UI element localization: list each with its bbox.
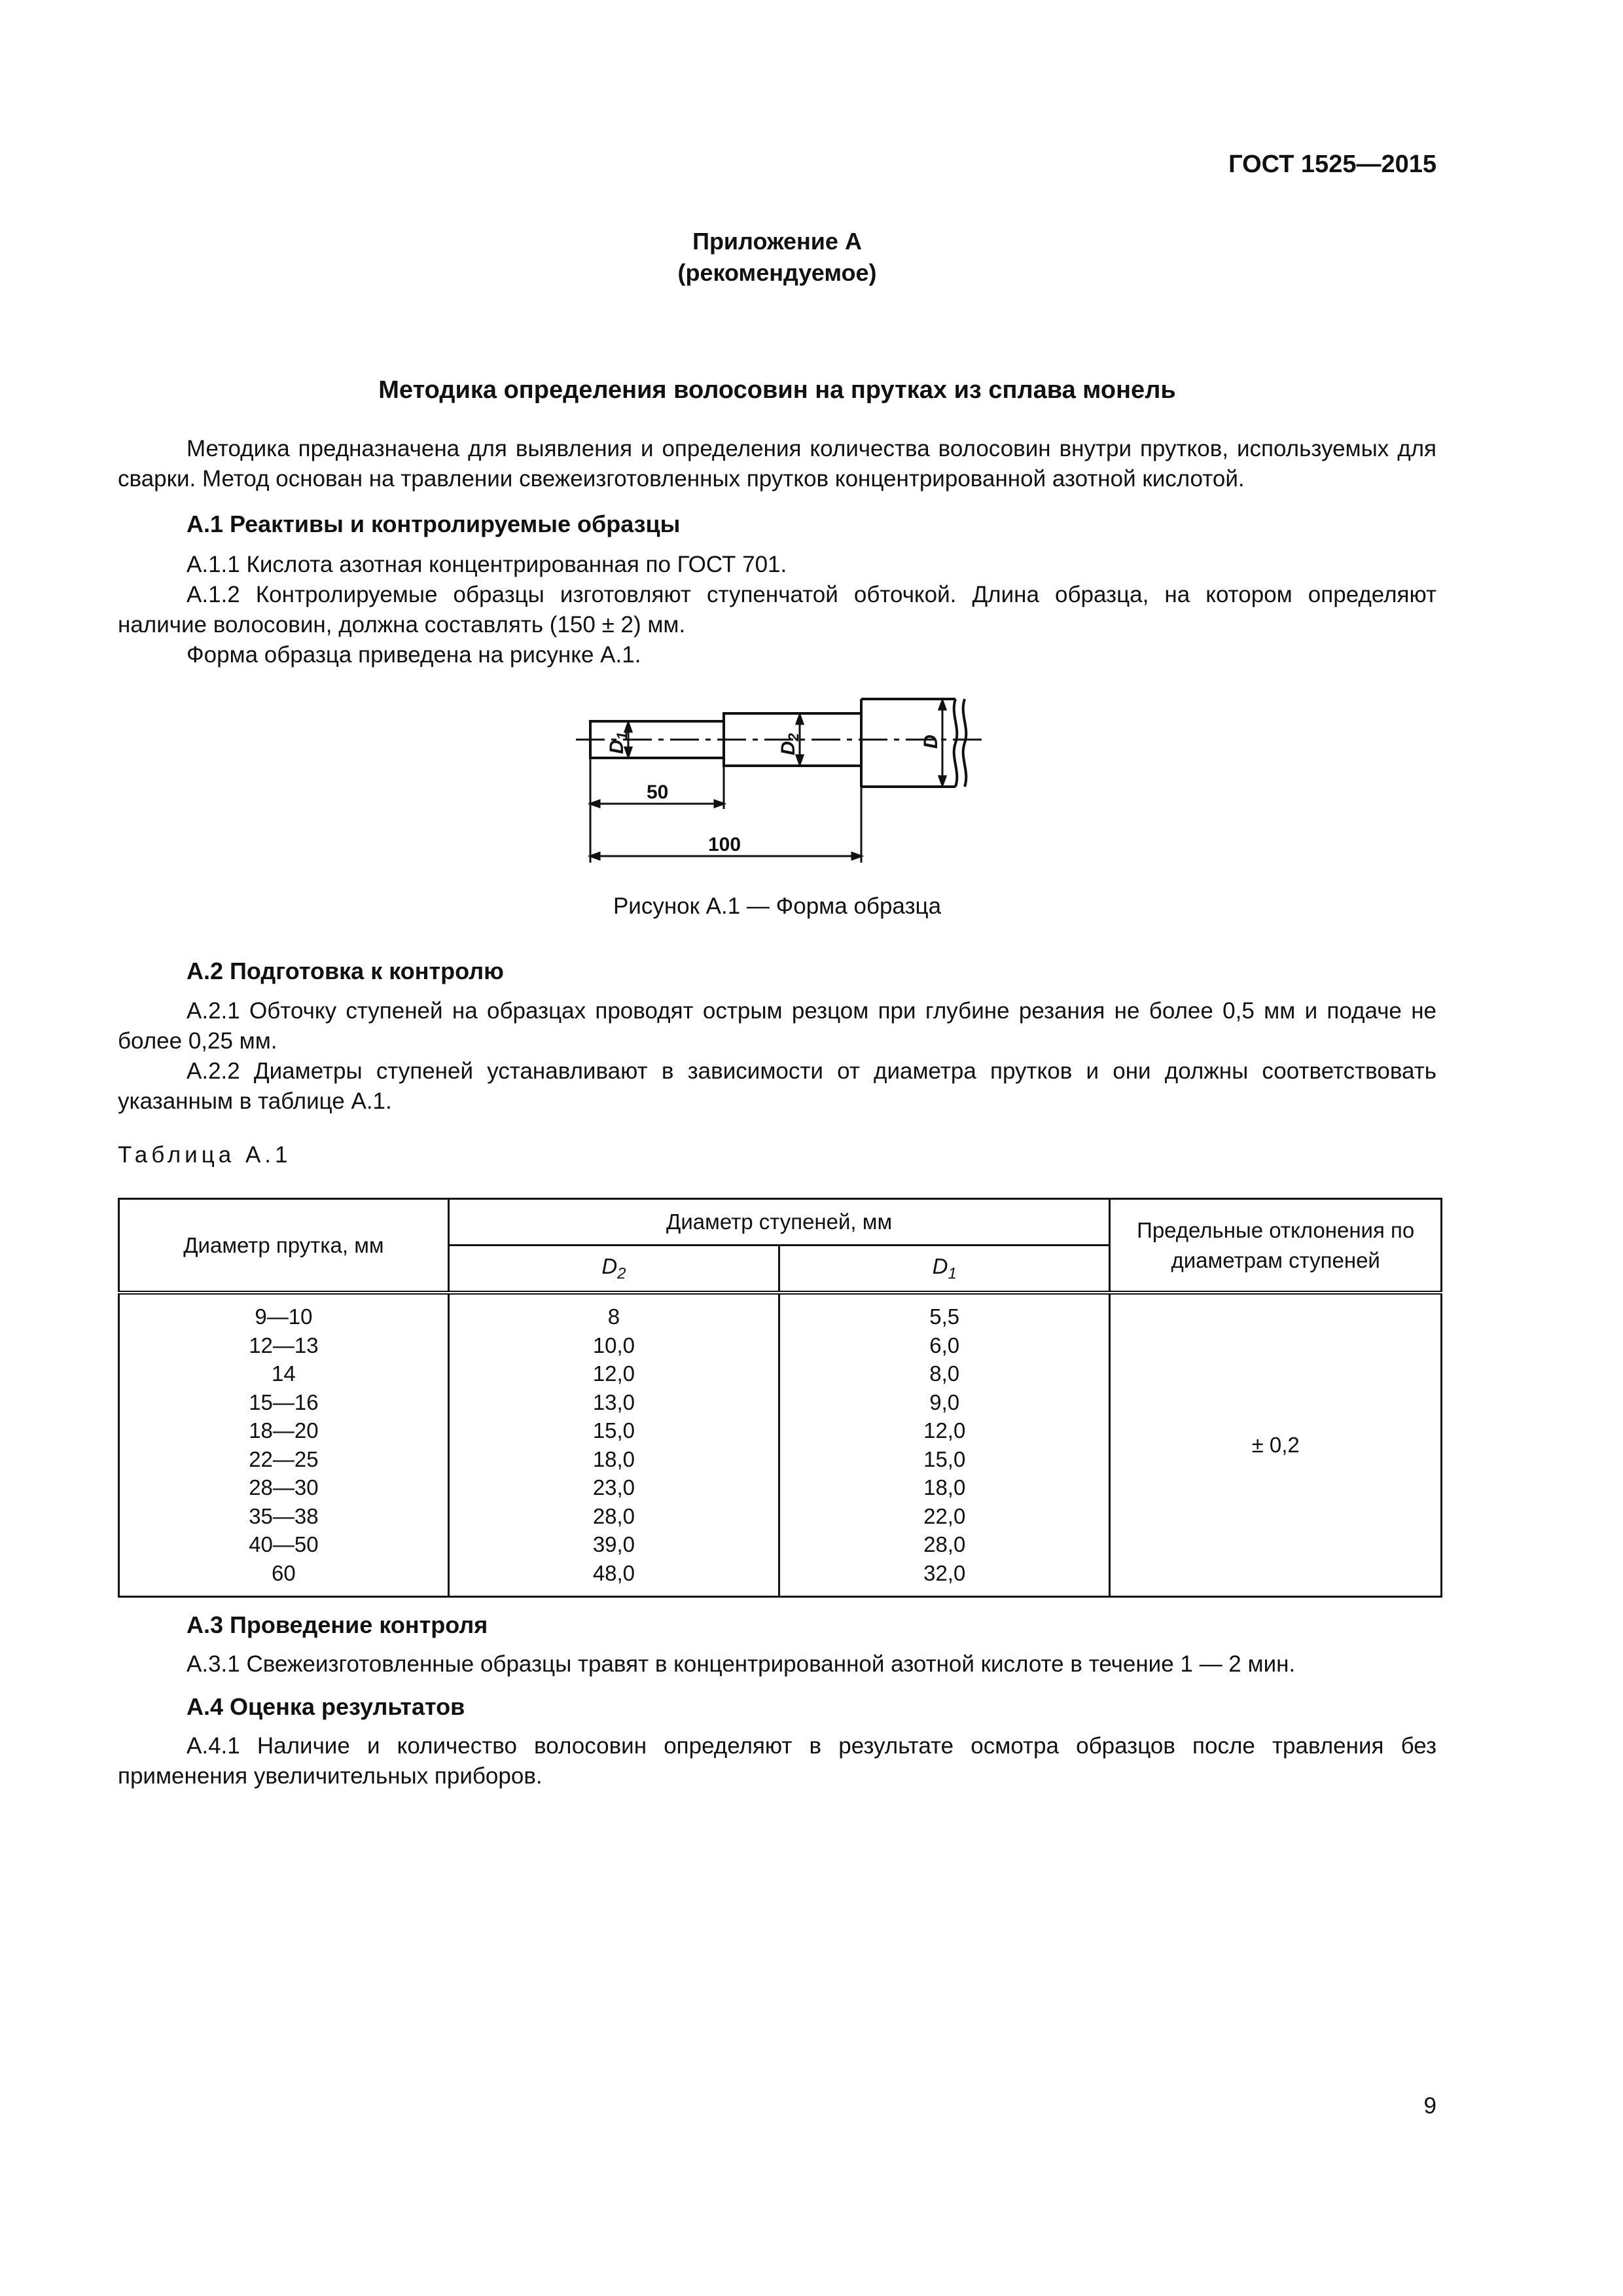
cell-d2: 39,0 (592, 1532, 635, 1557)
cell-d1: 8,0 (929, 1361, 960, 1386)
paragraph-a1-2: А.1.2 Контролируемые образцы изготовляют ступенчатой обточкой. Длина образца, на котором определяют наличие волосовин, должна составлять (150 ± 2) мм. (118, 582, 1436, 637)
header-d2: $D_2$ (448, 1246, 779, 1293)
cell-d2: 12,0 (592, 1361, 635, 1386)
break-line (954, 699, 957, 787)
cell-rod: 18—20 (249, 1418, 319, 1443)
cell-rod: 14 (272, 1361, 296, 1386)
header-step-diameter: Диаметр ступеней, мм (448, 1199, 1110, 1246)
label-d1: $D_1$ (606, 732, 630, 754)
cell-d1: 22,0 (923, 1503, 966, 1528)
page-number: 9 (1423, 2093, 1436, 2119)
cell-rod: 9—10 (255, 1304, 313, 1329)
table-caption: Таблица А.1 (118, 1142, 292, 1168)
column-d1-values (779, 1293, 1110, 1596)
document-title: Методика определения волосовин на прутках из сплава монель (378, 376, 1176, 404)
standard-designation: ГОСТ 1525—2015 (1228, 151, 1436, 178)
cell-d2: 28,0 (592, 1503, 635, 1528)
cell-rod: 15—16 (249, 1390, 319, 1414)
cell-d1: 32,0 (923, 1560, 966, 1585)
column-rod-values (119, 1293, 449, 1596)
paragraph-a2-1: А.2.1 Обточку ступеней на образцах проводят острым резцом при глубине резания не более 0,5 мм и подаче не более 0,25 мм. (118, 998, 1436, 1054)
section-a3-heading: А.3 Проведение контроля (187, 1611, 488, 1638)
cell-d1: 12,0 (923, 1418, 966, 1443)
column-d2-values (448, 1293, 779, 1596)
header-d1: $D_1$ (779, 1246, 1110, 1293)
cell-d2: 8 (607, 1304, 620, 1329)
paragraph-a4-1: А.4.1 Наличие и количество волосовин определяют в результате осмотра образцов после травления без применения увеличительных приборов. (118, 1733, 1436, 1789)
header-tolerance: Предельные отклонения по диаметрам ступеней (1110, 1199, 1442, 1293)
paragraph-a2-2: А.2.2 Диаметры ступеней устанавливают в зависимости от диаметра прутков и они должны соответствовать указанным в таблице А.1. (118, 1058, 1436, 1114)
cell-rod: 60 (272, 1560, 296, 1585)
appendix-title: Приложение А (692, 228, 862, 255)
cell-d2: 18,0 (592, 1446, 635, 1471)
specimen-shape-figure (563, 681, 995, 884)
cell-d2: 48,0 (592, 1560, 635, 1585)
section-a2-heading: А.2 Подготовка к контролю (187, 958, 504, 984)
cell-d2: 15,0 (592, 1418, 635, 1443)
cell-tolerance: ± 0,2 (1110, 1293, 1442, 1596)
dim-100-label: 100 (708, 834, 741, 855)
cell-d1: 5,5 (929, 1304, 960, 1329)
intro-paragraph: Методика предназначена для выявления и определения количества волосовин внутри прутков, используемых для сварки. Метод основан на травлении свежеизготовленных прутков концентрированной азотной кислотой. (118, 436, 1436, 492)
table-a1 (118, 1198, 1442, 1598)
cell-d1: 15,0 (923, 1446, 966, 1471)
paragraph-a1-3: Форма образца приведена на рисунке А.1. (187, 642, 641, 668)
cell-d2: 10,0 (592, 1333, 635, 1357)
cell-d2: 23,0 (592, 1475, 635, 1500)
paragraph-a1-1: А.1.1 Кислота азотная концентрированная по ГОСТ 701. (187, 552, 787, 577)
cell-d1: 28,0 (923, 1532, 966, 1557)
figure-caption: Рисунок А.1 — Форма образца (613, 893, 942, 919)
cell-rod: 22—25 (249, 1446, 319, 1471)
appendix-status: (рекомендуемое) (677, 259, 877, 286)
label-d2: $D_2$ (777, 733, 802, 755)
cell-d1: 18,0 (923, 1475, 966, 1500)
header-rod-diameter: Диаметр прутка, мм (119, 1199, 449, 1293)
section-a4-heading: А.4 Оценка результатов (187, 1693, 465, 1720)
cell-rod: 28—30 (249, 1475, 319, 1500)
break-line-2 (963, 699, 967, 787)
cell-rod: 12—13 (249, 1333, 319, 1357)
cell-rod: 40—50 (249, 1532, 319, 1557)
section-a1-heading: А.1 Реактивы и контролируемые образцы (187, 511, 681, 537)
cell-d1: 6,0 (929, 1333, 960, 1357)
cell-rod: 35—38 (249, 1503, 319, 1528)
cell-d2: 13,0 (592, 1390, 635, 1414)
cell-d1: 9,0 (929, 1390, 960, 1414)
label-d: D (920, 734, 942, 749)
paragraph-a3-1: А.3.1 Свежеизготовленные образцы травят в концентрированной азотной кислоте в течение 1 — 2 мин. (187, 1651, 1296, 1677)
appendix-heading (118, 226, 1436, 289)
dim-50-label: 50 (647, 781, 669, 803)
